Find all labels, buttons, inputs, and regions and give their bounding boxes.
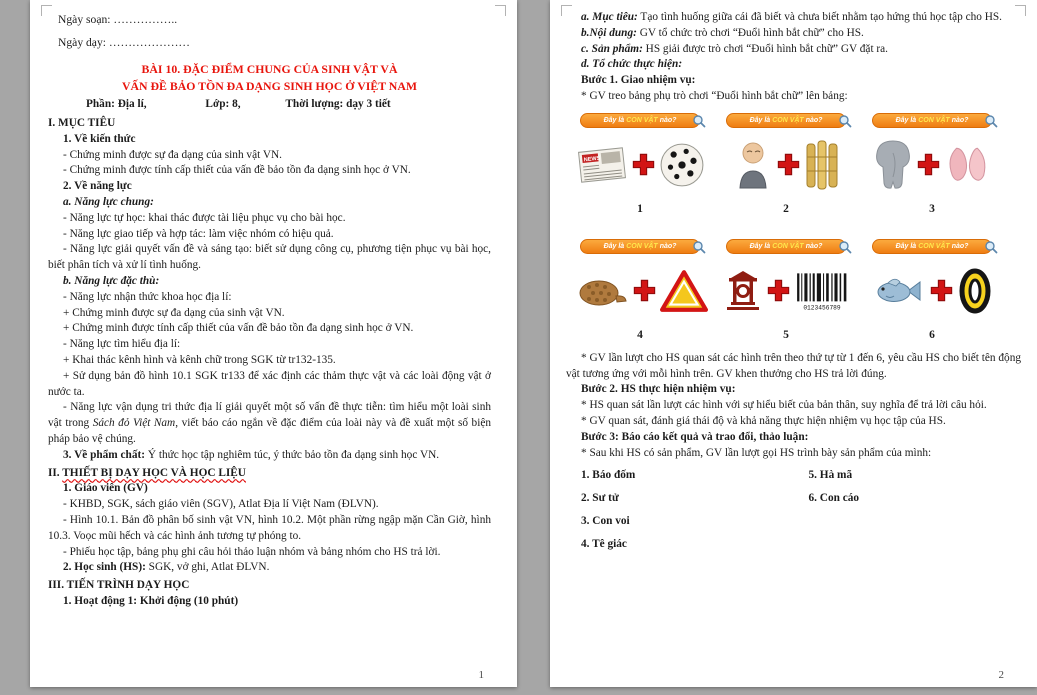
knowledge-item: - Chứng minh được tính cấp thiết của vấn đề bảo tồn đa dạng sinh học ở VN. — [63, 164, 411, 177]
capacity-item: - Năng lực giao tiếp và hợp tác: làm việc nhóm có hiệu quả. — [63, 227, 334, 240]
capacity-item: - Năng lực giải quyết vấn đề và sáng tạo: biết sử dụng công cụ, phương tiện phục vụ bài học, biết phân tích và xử lí tình huống. — [48, 243, 491, 272]
capacity-item: - Năng lực nhận thức khoa học địa lí: — [63, 290, 232, 303]
margin-mark-icon — [41, 5, 52, 16]
svg-text:0123456789: 0123456789 — [802, 304, 841, 312]
magnifier-icon — [692, 114, 706, 128]
card-number: 2 — [783, 202, 789, 215]
content-line: b.Nội dung: GV tổ chức trò chơi “Đuổi hình bắt chữ” cho HS. — [581, 26, 864, 39]
step-2-item: * HS quan sát lần lượt các hình với sự hiểu biết của bản thân, suy nghĩa để trả lời câu hỏi. — [581, 399, 987, 412]
product-line: c. Sản phẩm: HS giải được trò chơi “Đuổi hình bắt chữ” GV đặt ra. — [581, 42, 889, 55]
objective-line: a. Mục tiêu: Tạo tình huống giữa cái đã biết và chưa biết nhằm tạo hứng thú học tập cho HS. — [581, 11, 1003, 23]
puzzle-card-4 — [574, 239, 706, 341]
magnifier-icon — [692, 240, 706, 254]
hanoi-emblem-icon — [723, 268, 763, 314]
capacity-item: + Chứng minh được tính cấp thiết của vấn đề bảo tồn đa dạng sinh học ở VN. — [63, 322, 414, 335]
answers-column-2 — [794, 464, 1022, 556]
puzzle-banner: Đây là CON VẬT nào? — [580, 239, 700, 254]
step-1-heading: Bước 1. Giao nhiệm vụ: — [581, 74, 696, 87]
puzzle-banner: Đây là CON VẬT nào? — [872, 239, 992, 254]
teacher-item: - Phiếu học tập, bảng phụ ghi câu hỏi thảo luận nhóm và bảng nhóm cho HS trả lời. — [63, 545, 441, 558]
student-line: 2. Học sinh (HS): SGK, vở ghi, Atlat ĐLVN. — [63, 561, 270, 574]
date-composed-line: Ngày soạn: …………….. — [58, 13, 178, 26]
magnifier-icon — [838, 114, 852, 128]
red-plus-icon — [766, 278, 791, 303]
step-2-item: * GV quan sát, đánh giá thái độ và khả năng thực hiện nhiệm vụ học tập của HS. — [581, 414, 946, 427]
elephant-icon — [873, 138, 913, 192]
puzzle-cards-row-1 — [566, 113, 1021, 215]
lesson-meta-line — [48, 96, 491, 113]
meta-duration: Thời lượng: dạy 3 tiết — [285, 98, 391, 110]
answer-item: 3. Con voi — [581, 515, 630, 528]
red-plus-icon — [776, 152, 801, 177]
answer-item: 2. Sư tử — [581, 492, 619, 505]
svg-text:NEWS: NEWS — [583, 155, 601, 164]
page-2 — [550, 0, 1037, 687]
quality-line: 3. Về phẩm chất: Ý thức học tập nghiêm túc, ý thức bảo tồn đa dạng sinh học VN. — [63, 448, 440, 461]
card-number: 3 — [929, 202, 935, 215]
margin-mark-icon — [1015, 5, 1026, 16]
answer-item: 4. Tê giác — [581, 538, 627, 551]
subsection-capacity-heading: 2. Về năng lực — [63, 180, 132, 193]
step-3-text: * Sau khi HS có sản phẩm, GV lần lượt gọi HS trình bày sản phẩm của mình: — [581, 446, 932, 459]
answers-column-1 — [566, 464, 794, 556]
puzzle-card-6 — [866, 239, 998, 341]
page-1 — [30, 0, 517, 687]
capacity-item: + Chứng minh được sự đa dạng của sinh vật VN. — [63, 306, 285, 319]
pangolin-icon — [573, 271, 629, 311]
date-taught-line: Ngày dạy: ………………… — [58, 36, 191, 49]
capacity-item: - Năng lực tìm hiểu địa lí: — [63, 338, 181, 351]
red-plus-icon — [916, 152, 941, 177]
meta-part: Phần: Địa lí, — [86, 98, 147, 110]
lesson-title-line1: BÀI 10. ĐẶC ĐIỂM CHUNG CỦA SINH VẬT VÀ — [141, 62, 398, 76]
after-cards-text: * GV lần lượt cho HS quan sát các hình trên theo thứ tự từ 1 đến 6, yêu cầu HS cho biết tên động vật tương ứng với mỗi hình trên. GV khen thưởng cho HS trả lời đúng. — [566, 351, 1021, 380]
specific-capacity-heading: b. Năng lực đặc thù: — [63, 274, 160, 287]
puzzle-cards-row-2 — [566, 239, 1021, 341]
red-plus-icon — [631, 152, 656, 177]
activity-1-heading: 1. Hoạt động 1: Khởi động (10 phút) — [63, 594, 239, 607]
knowledge-item: - Chứng minh được sự đa dạng của sinh vật VN. — [63, 148, 282, 161]
fish-icon — [872, 273, 926, 309]
card-number: 4 — [637, 328, 643, 341]
gold-sticks-icon — [804, 138, 840, 192]
puzzle-card-1 — [574, 113, 706, 215]
red-plus-icon — [632, 278, 657, 303]
red-book-title: Sách đỏ Việt Nam — [92, 417, 176, 430]
answer-item: 1. Báo đốm — [581, 469, 636, 482]
puzzle-card-5 — [720, 239, 852, 341]
lesson-title-line2: VẤN ĐỀ BẢO TỒN ĐA DẠNG SINH HỌC Ở VIỆT NAM — [122, 78, 417, 93]
newspaper-icon — [576, 143, 628, 187]
puzzle-banner: Đây là CON VẬT nào? — [872, 113, 992, 128]
answer-item: 6. Con cáo — [808, 492, 860, 505]
implementation-line: d. Tổ chức thực hiện: — [581, 58, 683, 71]
card-number: 6 — [929, 328, 935, 341]
margin-mark-icon — [495, 5, 506, 16]
section-1-heading: I. MỤC TIÊU — [48, 117, 116, 129]
general-capacity-heading: a. Năng lực chung: — [63, 195, 154, 208]
subsection-knowledge-heading: 1. Về kiến thức — [63, 132, 136, 145]
lesson-title — [48, 61, 491, 94]
page-2-content — [550, 0, 1037, 556]
page-number: 1 — [478, 669, 484, 681]
card-number: 5 — [783, 328, 789, 341]
magnifier-icon — [984, 240, 998, 254]
section-2-heading: II. THIẾT BỊ DẠY HỌC VÀ HỌC LIỆU — [48, 466, 246, 479]
meta-grade: Lớp: 8, — [205, 98, 241, 110]
warning-triangle-icon — [660, 269, 708, 313]
answer-item: 5. Hà mã — [808, 469, 853, 482]
page-1-content — [30, 0, 517, 610]
puzzle-card-3 — [866, 113, 998, 215]
step-1-text: * GV treo bảng phụ trò chơi “Đuổi hình bắt chữ” lên bảng: — [581, 89, 848, 102]
capacity-item: - Năng lực tự học: khai thác được tài liệu phục vụ cho bài học. — [63, 211, 346, 224]
barcode-icon — [794, 270, 850, 312]
capacity-item: + Khai thác kênh hình và kênh chữ trong SGK từ tr132-135. — [63, 353, 336, 366]
capacity-item: + Sử dụng bản đồ hình 10.1 SGK tr133 để xác định các thảm thực vật và các loài động vật ở nước ta. — [48, 369, 491, 398]
magnifier-icon — [984, 114, 998, 128]
bald-monk-icon — [733, 139, 773, 191]
pink-ears-icon — [944, 144, 992, 186]
spotted-ball-icon — [659, 142, 705, 188]
puzzle-banner: Đây là CON VẬT nào? — [726, 113, 846, 128]
puzzle-banner: Đây là CON VẬT nào? — [726, 239, 846, 254]
step-2-heading: Bước 2. HS thực hiện nhiệm vụ: — [581, 383, 736, 396]
puzzle-banner: Đây là CON VẬT nào? — [580, 113, 700, 128]
margin-mark-icon — [561, 5, 572, 16]
capacity-application-item: - Năng lực vận dụng tri thức địa lí giải quyết một số vấn đề thực tiễn: tìm hiểu một loài sinh vật trong Sách đỏ Việt Nam, viết báo cáo ngắn về đặc điểm của loài này và đề xuất một số biện pháp bảo vệ chúng. — [48, 401, 491, 445]
red-plus-icon — [929, 278, 954, 303]
page-number: 2 — [998, 669, 1004, 681]
teacher-item: - KHBD, SGK, sách giáo viên (SGV), Atlat Địa lí Việt Nam (ĐLVN). — [63, 498, 379, 511]
zero-digit-icon — [957, 266, 993, 316]
magnifier-icon — [838, 240, 852, 254]
answers-list — [566, 464, 1021, 556]
puzzle-card-2 — [720, 113, 852, 215]
section-3-heading: III. TIẾN TRÌNH DẠY HỌC — [48, 579, 190, 592]
teacher-heading: 1. Giáo viên (GV) — [63, 482, 148, 495]
card-number: 1 — [637, 202, 643, 215]
step-3-heading: Bước 3: Báo cáo kết quả và trao đổi, thảo luận: — [581, 430, 809, 443]
teacher-item: - Hình 10.1. Bản đồ phân bố sinh vật VN, hình 10.2. Một phần rừng ngập mặn Cần Giờ, hình 10.3. Voọc mũi hếch và các hình ảnh tương tự phóng to. — [48, 513, 491, 542]
